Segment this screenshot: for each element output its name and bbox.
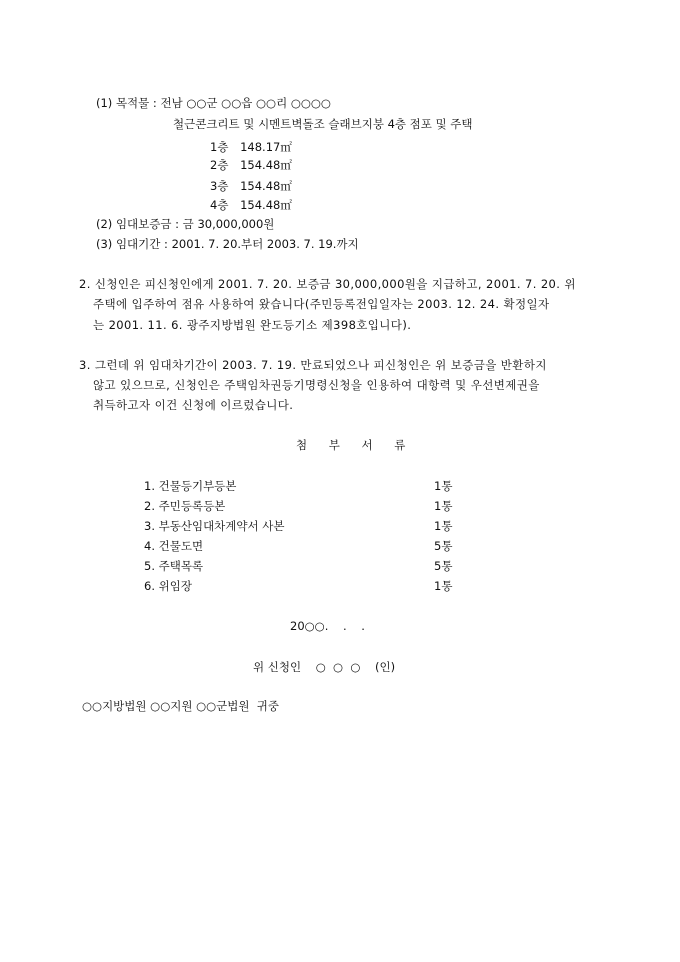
floor-area: 148.17㎡ [240, 140, 292, 154]
attachment-count: 5통 [434, 539, 453, 553]
attachment-name: 5. 주택목록 [144, 559, 204, 573]
floor-area: 154.48㎡ [240, 158, 292, 172]
applicant-line: 위 신청인 ○ ○ ○ (인) [253, 660, 396, 674]
floor-row [210, 139, 292, 155]
attachment-name: 6. 위임장 [144, 579, 192, 593]
paragraph-line: 주택에 입주하여 점유 사용하여 왔습니다(주민등록전입일자는 2003. 12. 24. 확정일자 [93, 297, 550, 311]
floor-label: 4층 [210, 198, 229, 212]
deposit-line: (2) 임대보증금 : 금 30,000,000원 [96, 217, 275, 231]
floor-row [210, 178, 292, 194]
property-label: (1) 목적물 : 전남 ○○군 ○○읍 ○○리 ○○○○ [96, 96, 331, 110]
attachments-title: 첨 부 서 류 [296, 438, 415, 452]
attachment-count: 1통 [434, 479, 453, 493]
property-structure: 철근콘크리트 및 시멘트벽돌조 슬래브지붕 4층 점포 및 주택 [173, 117, 473, 131]
attachment-count: 1통 [434, 519, 453, 533]
floor-area: 154.48㎡ [240, 179, 292, 193]
paragraph-line: 는 2001. 11. 6. 광주지방법원 완도등기소 제398호입니다). [93, 318, 412, 332]
period-line: (3) 임대기간 : 2001. 7. 20.부터 2003. 7. 19.까지 [96, 237, 359, 251]
floor-label: 1층 [210, 140, 229, 154]
attachment-name: 2. 주민등록등본 [144, 499, 226, 513]
floor-row [210, 157, 292, 173]
attachment-count: 1통 [434, 579, 453, 593]
attachment-name: 3. 부동산임대차계약서 사본 [144, 519, 285, 533]
floor-label: 2층 [210, 158, 229, 172]
paragraph-line: 취득하고자 이건 신청에 이르렀습니다. [93, 398, 294, 412]
paragraph-line: 2. 신청인은 피신청인에게 2001. 7. 20. 보증금 30,000,000원을 지급하고, 2001. 7. 20. 위 [79, 277, 576, 291]
attachment-count: 1통 [434, 499, 453, 513]
floor-row [210, 197, 292, 213]
date-line: 20○○. . . [290, 619, 365, 633]
paragraph-line: 3. 그런데 위 임대차기간이 2003. 7. 19. 만료되었으나 피신청인은 위 보증금을 반환하지 [79, 358, 547, 372]
attachment-name: 4. 건물도면 [144, 539, 204, 553]
attachment-name: 1. 건물등기부등본 [144, 479, 237, 493]
floor-area: 154.48㎡ [240, 198, 292, 212]
floor-label: 3층 [210, 179, 229, 193]
paragraph-line: 않고 있으므로, 신청인은 주택임차권등기명령신청을 인용하여 대항력 및 우선변제권을 [93, 378, 540, 392]
court-line: ○○지방법원 ○○지원 ○○군법원 귀중 [82, 699, 280, 713]
attachment-count: 5통 [434, 559, 453, 573]
